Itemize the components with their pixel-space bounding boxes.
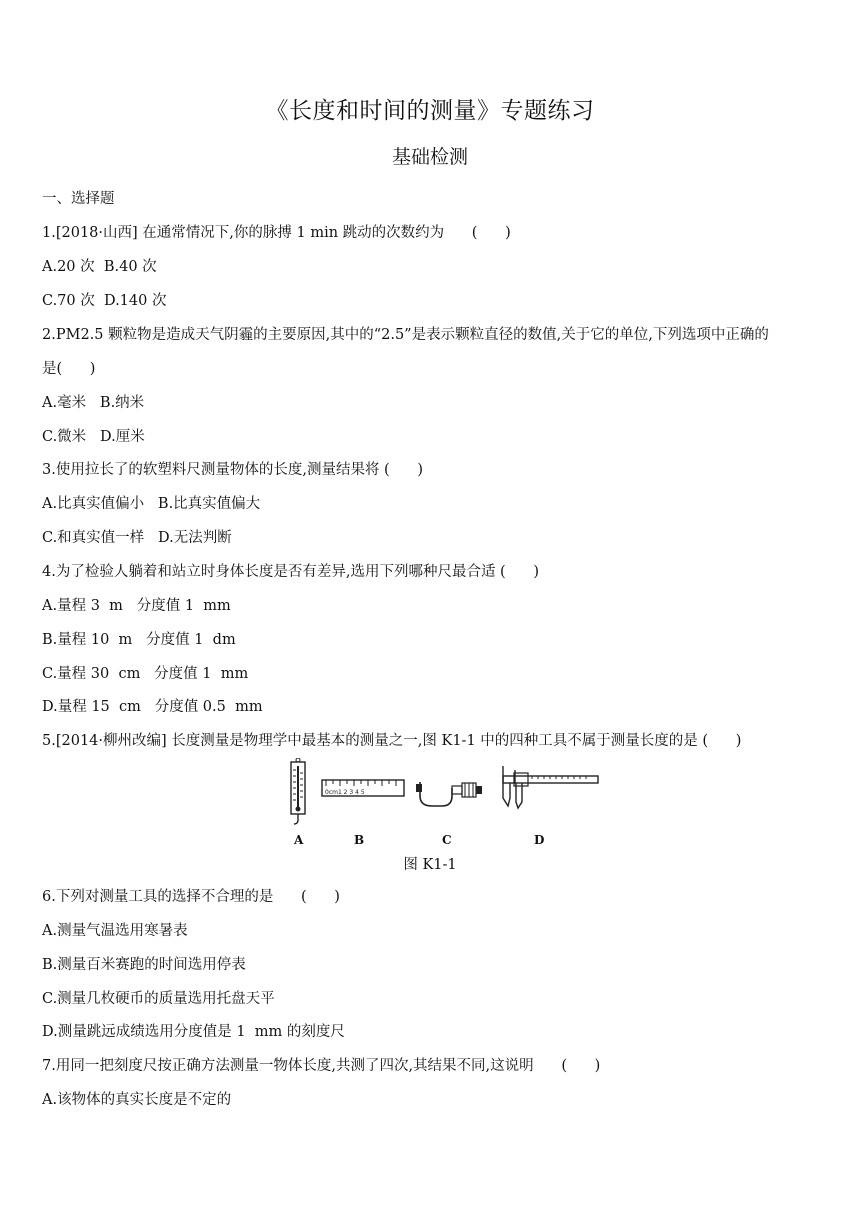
question-6: 6.下列对测量工具的选择不合理的是 ( ) xyxy=(42,889,340,905)
q3-options-cd: C.和真实值一样 D.无法判断 xyxy=(42,530,232,546)
q3-options-ab: A.比真实值偏小 B.比真实值偏大 xyxy=(42,496,261,512)
figure-label-c: C xyxy=(442,833,452,847)
q6-option-a: A.测量气温选用寒暑表 xyxy=(42,923,188,939)
ruler-scale-text: 0cm1 2 3 4 5 xyxy=(325,789,365,796)
q4-option-a: A.量程 3 m 分度值 1 mm xyxy=(42,598,231,614)
question-5: 5.[2014·柳州改编] 长度测量是物理学中最基本的测量之一,图 K1-1 中的四种工具不属于测量长度的是 ( ) xyxy=(42,733,742,749)
tool-c-micrometer-icon xyxy=(416,782,482,806)
tool-a-thermometer-icon xyxy=(291,758,305,824)
q4-option-d: D.量程 15 cm 分度值 0.5 mm xyxy=(42,699,263,715)
q6-option-d: D.测量跳远成绩选用分度值是 1 mm 的刻度尺 xyxy=(42,1024,345,1040)
tool-b-ruler-icon xyxy=(322,780,404,796)
tool-d-caliper-icon xyxy=(503,766,598,808)
q1-options-cd: C.70 次 D.140 次 xyxy=(42,293,167,309)
figure-label-d: D xyxy=(534,833,545,847)
question-3: 3.使用拉长了的软塑料尺测量物体的长度,测量结果将 ( ) xyxy=(42,462,424,478)
figure-label-a: A xyxy=(294,833,304,847)
question-2-cont: 是( ) xyxy=(42,361,96,377)
section-heading: 一、选择题 xyxy=(42,191,115,207)
page-title: 《长度和时间的测量》专题练习 xyxy=(265,98,595,124)
question-1: 1.[2018·山西] 在通常情况下,你的脉搏 1 min 跳动的次数约为 ( ) xyxy=(42,225,511,241)
q2-options-ab: A.毫米 B.纳米 xyxy=(42,395,145,411)
figure-label-b: B xyxy=(354,833,365,847)
q4-option-c: C.量程 30 cm 分度值 1 mm xyxy=(42,666,249,682)
question-4: 4.为了检验人躺着和站立时身体长度是否有差异,选用下列哪种尺最合适 ( ) xyxy=(42,564,540,580)
figure-k1-1 xyxy=(270,758,600,854)
figure-caption: 图 K1-1 xyxy=(403,857,457,873)
q7-option-a: A.该物体的真实长度是不定的 xyxy=(42,1092,232,1108)
question-2: 2.PM2.5 颗粒物是造成天气阴霾的主要原因,其中的“2.5”是表示颗粒直径的数值,关于它的单位,下列选项中正确的 xyxy=(42,327,769,343)
q1-options-ab: A.20 次 B.40 次 xyxy=(42,259,157,275)
section-subtitle: 基础检测 xyxy=(391,146,468,168)
q6-option-b: B.测量百米赛跑的时间选用停表 xyxy=(42,957,246,973)
q6-option-c: C.测量几枚硬币的质量选用托盘天平 xyxy=(42,991,275,1007)
q2-options-cd: C.微米 D.厘米 xyxy=(42,429,145,445)
q4-option-b: B.量程 10 m 分度值 1 dm xyxy=(42,632,236,648)
question-7: 7.用同一把刻度尺按正确方法测量一物体长度,共测了四次,其结果不同,这说明 ( ) xyxy=(42,1058,601,1074)
